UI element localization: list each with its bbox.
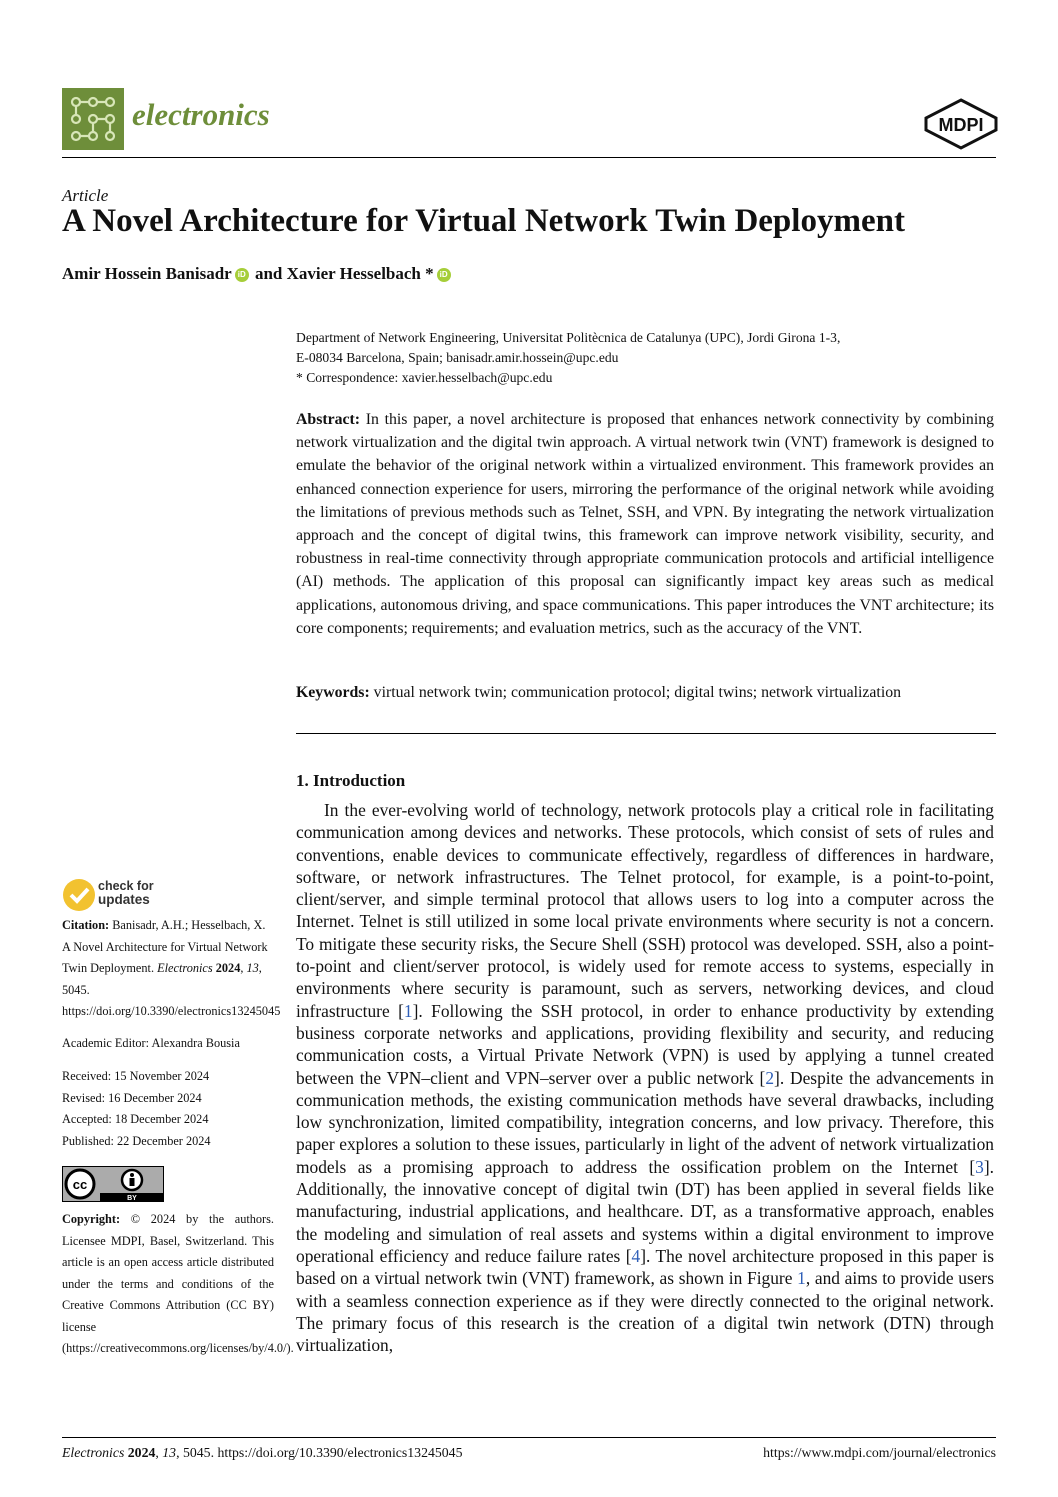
cc-by-license-icon[interactable] [62, 1166, 164, 1202]
copyright-block: Copyright: © 2024 by the authors. Licensee MDPI, Basel, Switzerland. This article is an open access article distributed under the terms and conditions of the Creative Commons Attribution (CC BY) license (https://creativecommons.org/licenses/by/4.0/). [62, 1212, 294, 1355]
abstract-divider [296, 733, 996, 734]
svg-text:MDPI: MDPI [938, 115, 984, 135]
introduction-body [296, 799, 994, 1356]
citation-link[interactable]: 1 [403, 1000, 413, 1021]
svg-text:BY: BY [127, 1195, 137, 1202]
academic-editor: Academic Editor: Alexandra Bousia [62, 1036, 240, 1050]
author-list [62, 264, 453, 284]
correspondence: * Correspondence: xavier.hesselbach@upc.edu [296, 370, 553, 385]
abstract [296, 408, 994, 640]
keywords-text: virtual network twin; communication protocol; digital twins; network virtualization [373, 684, 902, 701]
journal-logo-icon [62, 88, 124, 150]
citation-link[interactable]: 3 [975, 1156, 984, 1177]
svg-text:cc: cc [72, 1177, 88, 1192]
check-updates-icon [62, 878, 96, 912]
header-divider [62, 157, 996, 158]
corresponding-mark: * [425, 264, 434, 283]
check-for-updates-badge[interactable]: check for updates [62, 876, 192, 916]
citation-block: Citation: Banisadr, A.H.; Hesselbach, X. A Novel Architecture for Virtual Network Twin Deployment. Electronics 2024, 13, 5045. https://doi.org/10.3390/electronics13245045 [62, 918, 281, 1018]
journal-name: electronics [132, 97, 270, 132]
journal-url-link[interactable]: https://www.mdpi.com/journal/electronics [763, 1445, 996, 1460]
keywords-label: Keywords: [296, 684, 370, 701]
orcid-icon[interactable]: iD [437, 268, 451, 282]
citation-link[interactable]: 2 [765, 1067, 775, 1088]
section-heading: 1. Introduction [296, 771, 406, 790]
article-type: Article [62, 186, 109, 205]
author-name[interactable]: and Xavier Hesselbach [254, 264, 421, 283]
citation-link[interactable]: 4 [631, 1245, 641, 1266]
abstract-text: In this paper, a novel architecture is proposed that enhances network connectivity by combining network virtualization and the digital twin approach. A virtual network twin (VNT) framework is designed to emulate the behavior of the original network within a virtualized environment. This framework provides an enhanced connection experience for users, mirroring the performance of the original network while avoiding the limitations of previous methods such as Telnet, SSH, and VPN. By integrating the network virtualization approach and the concept of digital twins, this framework can improve network visibility, security, and robustness in real-time connectivity through appropriate communication protocols and artificial intelligence (AI) methods. The application of this proposal can significantly impact key areas such as medical applications, autonomous driving, and space communications. This paper introduces the VNT architecture; its core components; requirements; and evaluation metrics, such as the accuracy of the VNT. [296, 411, 995, 637]
author-name[interactable]: Amir Hossein Banisadr [62, 264, 232, 283]
paper-title: A Novel Architecture for Virtual Network Twin Deployment [62, 203, 905, 239]
keywords [296, 684, 901, 702]
abstract-label: Abstract: [296, 411, 361, 428]
orcid-icon[interactable]: iD [235, 268, 249, 282]
affiliation: Department of Network Engineering, Universitat Politècnica de Catalunya (UPC), Jordi Girona 1-3, E-08034 Barcelona, Spain; banisadr.amir.hossein@upc.edu * Correspondence: xavier.hesselbach@upc.edu [296, 328, 840, 388]
footer-divider [62, 1437, 996, 1438]
dates-block: Received: 15 November 2024 Revised: 16 December 2024 Accepted: 18 December 2024 Published: 22 December 2024 [62, 1069, 211, 1148]
figure-link[interactable]: 1 [797, 1268, 806, 1289]
footer-citation: Electronics 2024, 13, 5045. https://doi.org/10.3390/electronics13245045 [62, 1445, 463, 1460]
paragraph: In the ever-evolving world of technology, network protocols play a critical role in facilitating communication among devices and networks. These protocols, which consist of sets of rules and conventions, enable devices to communicate effectively, regardless of differences in hardware, software, or network infrastructures. The Telnet protocol, for example, is a point-to-point, client/server, and simple terminal protocol that allows users to log into a computer across the Internet. Telnet is still utilized in some local private environments where security is not a concern. To mitigate these security risks, the Secure Shell (SSH) protocol was developed. SSH, also a point-to-point and client/server protocol, is widely used for remote access to systems, especially in environments where security is paramount, such as servers, networking devices, and cloud infrastructure [1]. Following the SSH protocol, in order to enhance productivity by extending business corporate networks and applications, providing flexibility and security, and reducing communication costs, a Virtual Private Network (VPN) is used by applying a tunnel created between the VPN–client and VPN–server over a public network [2]. Despite the advancements in communication methods, the existing communication methods have several drawbacks, including low synchronization, limited compatibility, integration concerns, and low privacy. Therefore, this paper explores a solution to these issues, particularly in light of the advent of network virtualization models as a promising approach to address the ossification problem on the Internet [3]. Additionally, the innovative concept of digital twin (DT) has been applied in several fields like manufacturing, industrial applications, and healthcare. DT, as a transformative approach, enables the modeling and simulation of real assets and systems within a digital environment to improve operational efficiency and reduce failure rates [4]. The novel architecture proposed in this paper is based on a virtual network twin (VNT) framework, as shown in Figure 1, and aims to provide users with a seamless connection experience as if they were directly connected to the original network. The primary focus of this research is the creation of a digital twin network (DTN) through virtualization, [296, 800, 995, 1356]
mdpi-logo-icon [922, 98, 1000, 150]
